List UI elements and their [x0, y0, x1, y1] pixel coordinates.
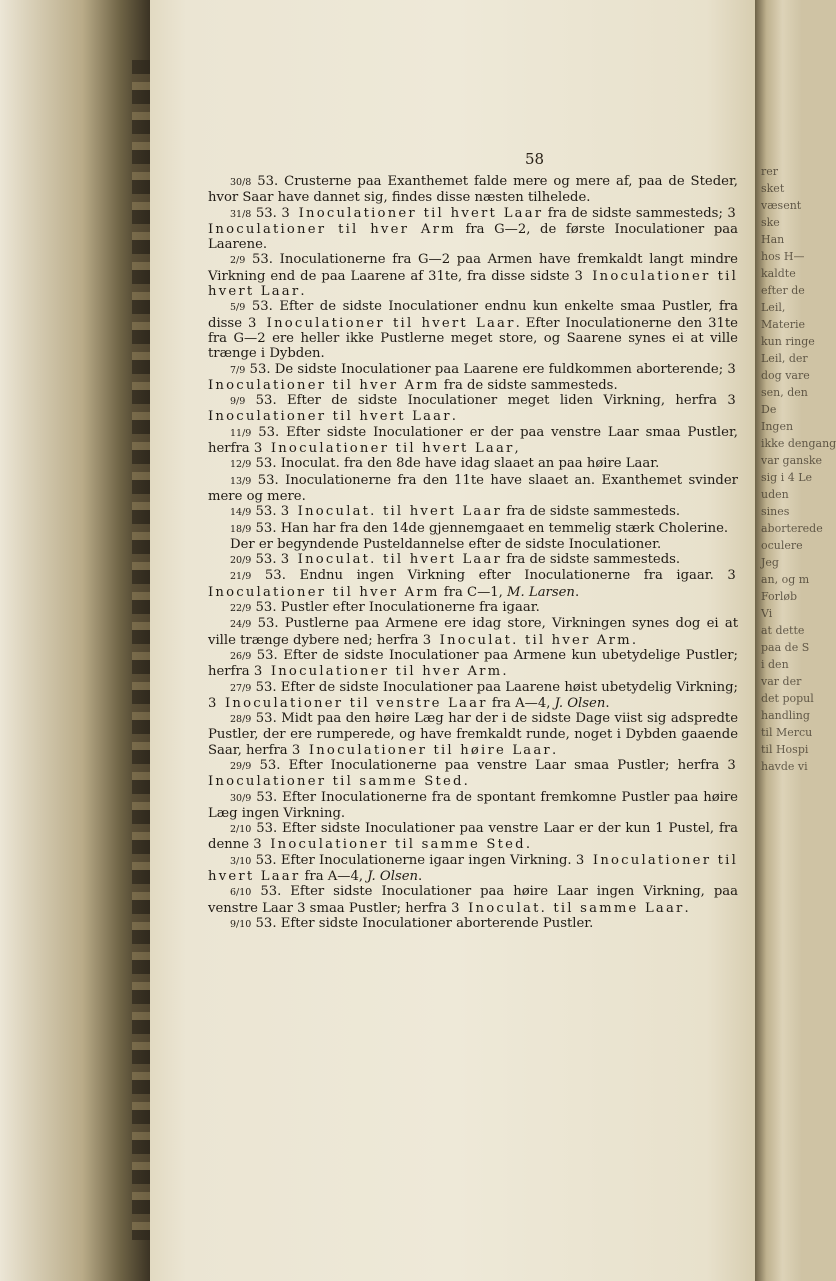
entry-b: .	[300, 284, 305, 300]
entry-date: 31/8	[230, 208, 252, 220]
entry-sp1: 3 Inoculat. til samme Laar	[451, 900, 685, 916]
entry-paragraph	[208, 758, 738, 790]
entry-sp2: 3 Inoculationer til hver Arm	[208, 205, 738, 237]
facing-page-fragment: var ganske	[761, 454, 823, 467]
entry-a: 53. Efter de sidste Inoculationer paa Armene kun ubetydelige Pustler; herfra	[208, 647, 738, 680]
facing-page-fragment: Jeg	[761, 556, 779, 569]
entry-a: 53.	[251, 504, 281, 520]
entry-sp1: 3 Inoculationer til hvert Laar	[281, 205, 544, 221]
entry-paragraph	[208, 711, 738, 758]
entry-sp1: 3 Inoculationer til hver Arm	[208, 568, 738, 600]
entry-sp1: 3 Inoculationer til venstre Laar	[208, 695, 488, 711]
entry-a: 53.	[251, 205, 282, 221]
entry-sp1: 3 Inoculationer til hvert Laar	[208, 393, 738, 425]
entry-a: 53. Inoculationerne fra G—2 paa Armen have fremkaldt langt mindre Virkning end de paa Laarene af 31te, fra disse sidste	[208, 252, 738, 284]
facing-page-fragment: Ingen	[761, 420, 794, 433]
entry-date: 5/9	[230, 302, 246, 314]
facing-page-fragment: handling	[761, 709, 810, 722]
entry-b: .	[684, 900, 689, 916]
facing-page-fragment: sen, den	[761, 386, 808, 399]
entry-b: ,	[514, 441, 519, 457]
entry-a: 53. Efter sidste Inoculationer er der paa venstre Laar smaa Pustler, herfra	[208, 424, 738, 457]
entry-rest: 53. Inoculationerne fra den 11te have slaaet an. Exanthemet svinder mere og mere.	[208, 472, 738, 504]
facing-page-fragment: væsent	[761, 199, 802, 212]
entry-a: 53. Efter Inoculationerne paa venstre Laar smaa Pustler; herfra	[251, 757, 728, 773]
facing-page-fragment: kaldte	[761, 267, 796, 280]
entry-paragraph	[208, 393, 738, 425]
entry-b: . Efter Inoculationerne den 31te fra G—2 ere heller ikke Pustlerne meget store, og Saarene synes ei at ville trænge i Dybden.	[208, 315, 738, 362]
facing-page-fragment: paa de S	[761, 641, 810, 654]
facing-page-fragment: an, og m	[761, 573, 810, 586]
facing-page-fragment: rer	[761, 165, 779, 178]
facing-page-fragment: sket	[761, 182, 785, 195]
entry-b: .	[451, 409, 456, 425]
entry-c: fra G—2, de første Inoculationer paa Laarene.	[208, 221, 738, 253]
facing-page-fragment: ikke dengang	[761, 437, 836, 450]
facing-page-fragment: sines	[761, 505, 790, 518]
entry-sp1: 3 Inoculationer til samme Sted	[208, 757, 738, 790]
entry-date: 13/9	[230, 475, 252, 487]
entry-date: 30/8	[230, 177, 252, 188]
entry-paragraph	[208, 456, 738, 472]
entry-sp1: 3 Inoculationer til høire Laar	[291, 742, 552, 758]
entry-paragraph	[208, 299, 738, 361]
entry-paragraph	[208, 916, 738, 932]
entry-paragraph	[208, 680, 738, 712]
entry-paragraph	[208, 521, 738, 537]
facing-page-fragment: Forløb	[761, 590, 798, 603]
entry-paragraph	[208, 790, 738, 822]
entry-it: J. Olsen	[554, 695, 606, 711]
entry-date: 2/10	[230, 824, 252, 836]
facing-page-fragment: var der	[761, 675, 802, 688]
entry-b: .	[525, 837, 531, 853]
facing-page-fragment: havde vi	[761, 760, 808, 773]
entry-a: 53. Midt paa den høire Læg har der i de sidste Dage viist sig adspredte Pustler, der ere rumperede, og have fremkaldt runde, noget i Dybden gaaende Saar, herfra	[208, 711, 738, 758]
entry-a: 53. Efter Inoculationerne igaar ingen Virkning.	[251, 852, 576, 868]
entry-paragraph	[208, 252, 738, 299]
facing-page-fragment: i den	[761, 658, 789, 671]
entry-b: fra de sidste sammesteds.	[439, 377, 618, 393]
entry-b: .	[551, 742, 557, 758]
entry-rest: Der er begyndende Pusteldannelse efter de sidste Inoculationer.	[230, 536, 662, 552]
entry-a: 53. Pustlerne paa Armene ere idag store, Virkningen synes dog ei at ville trænge dybere ned; herfra	[208, 616, 738, 648]
entry-paragraph	[208, 821, 738, 853]
facing-page-fragment: dog vare	[761, 369, 810, 382]
entry-date: 3/10	[230, 855, 252, 867]
entry-b: fra de sidste sammesteds.	[502, 552, 681, 568]
facing-page-fragment: Materie	[761, 318, 806, 331]
entry-paragraph	[208, 504, 738, 520]
entry-rest: 53. Efter sidste Inoculationer aborterende Pustler.	[251, 915, 594, 931]
entry-date: 27/9	[230, 682, 252, 694]
facing-page-fragment: hos H—	[761, 250, 805, 263]
entry-rest: 53. Inoculat. fra den 8de have idag slaaet an paa høire Laar.	[251, 456, 660, 472]
entry-date: 6/10	[230, 887, 252, 899]
facing-page-fragment: efter de	[761, 284, 805, 297]
facing-page-fragment: De	[761, 403, 777, 416]
entry-paragraph	[208, 552, 738, 568]
entry-date: 20/9	[230, 555, 252, 567]
facing-page-fragment: at dette	[761, 624, 805, 637]
entry-paragraph	[208, 362, 738, 394]
facing-page-fragment: kun ringe	[761, 335, 815, 348]
entry-rest: 53. Pustler efter Inoculationerne fra igaar.	[251, 600, 540, 616]
entry-b: fra de sidste sammesteds.	[502, 504, 681, 520]
entry-date: 2/9	[230, 255, 246, 267]
entry-sp1: 3 Inoculationer til hvert Laar	[208, 268, 738, 300]
entry-paragraph	[208, 648, 738, 680]
entry-a: 53. De sidste Inoculationer paa Laarene ere fuldkommen aborterende;	[245, 361, 728, 377]
facing-page-fragment: aborterede	[761, 522, 823, 535]
entry-sp1: 3 Inoculationer til hvert Laar	[253, 441, 515, 457]
entry-b: .	[502, 664, 507, 680]
entry-date: 28/9	[230, 714, 252, 726]
entry-paragraph	[208, 473, 738, 505]
facing-page-fragment: Vi	[761, 607, 773, 620]
entry-b: fra A—4,	[300, 869, 368, 885]
entry-b: .	[631, 632, 637, 648]
entry-a: 53.	[251, 552, 281, 568]
entry-sp1: 3 Inoculationer til hver Arm	[253, 664, 503, 680]
entry-sp1: 3 Inoculat. til hvert Laar	[280, 504, 503, 520]
entry-b: .	[463, 774, 468, 790]
entry-paragraph	[208, 425, 738, 457]
entry-date: 24/9	[230, 619, 252, 631]
entry-sp1: 3 Inoculationer til hvert Laar	[208, 852, 738, 885]
entry-a: 53. Efter sidste Inoculationer paa venstre Laar er der kun 1 Pustel, fra denne	[208, 821, 738, 853]
facing-page-edge	[755, 0, 836, 1281]
facing-page-fragment: til Hospi	[761, 743, 809, 756]
entry-b: fra de sidste sammesteds;	[543, 205, 728, 221]
entry-it: J. Olsen	[367, 869, 419, 885]
entry-paragraph	[208, 568, 738, 600]
entry-paragraph	[208, 600, 738, 616]
entry-date: 7/9	[230, 364, 246, 376]
entry-a: 53. Efter de sidste Inoculationer meget liden Virkning, herfra	[245, 393, 728, 409]
entry-rest: 53. Han har fra den 14de gjennemgaaet en temmelig stærk Cholerine.	[251, 520, 729, 536]
entry-date: 14/9	[230, 507, 252, 519]
entry-paragraph	[208, 537, 738, 552]
entry-rest: 53. Efter Inoculationerne fra de spontant fremkomne Pustler paa høire Læg ingen Virkning.	[208, 789, 738, 821]
facing-page-fragment: sig i 4 Le	[761, 471, 813, 484]
entry-date: 9/10	[230, 918, 252, 930]
facing-page-fragment: Leil,	[761, 301, 786, 314]
entry-date: 29/9	[230, 760, 252, 772]
entry-a: 53. Efter de sidste Inoculationer paa Laarene høist ubetydelig Virkning;	[251, 679, 738, 695]
entry-paragraph	[208, 884, 738, 916]
entry-date: 26/9	[230, 650, 252, 662]
facing-page-fragment: oculere	[761, 539, 803, 552]
entry-a: 53. Endnu ingen Virkning efter Inoculationerne fra igaar.	[251, 568, 728, 584]
facing-page-fragment: Han	[761, 233, 785, 246]
entry-sp1: 3 Inoculat. til hver Arm	[422, 632, 632, 648]
entry-date: 30/9	[230, 792, 252, 804]
entry-date: 18/9	[230, 523, 252, 535]
entry-date: 9/9	[230, 396, 246, 408]
entry-sp1: 3 Inoculat. til hvert Laar	[280, 552, 503, 568]
entry-b: fra A—4,	[487, 695, 555, 711]
entry-sp1: 3 Inoculationer til hvert Laar	[247, 315, 516, 331]
entry-date: 12/9	[230, 459, 252, 471]
facing-page-fragment: til Mercu	[761, 726, 813, 739]
entry-sp1: 3 Inoculationer til samme Sted	[253, 837, 526, 853]
entry-date: 11/9	[230, 427, 252, 439]
facing-page-fragment: det popul	[761, 692, 814, 705]
entry-rest: 53. Crusterne paa Exanthemet falde mere og mere af, paa de Steder, hvor Saar have dannet sig, findes disse næsten tilhelede.	[208, 174, 738, 206]
page-number: 58	[525, 150, 545, 168]
entry-c: .	[605, 695, 610, 711]
entry-c: .	[574, 584, 580, 600]
entry-date: 22/9	[230, 603, 252, 615]
entry-paragraph	[208, 174, 738, 206]
entry-sp1: 3 Inoculationer til hver Arm	[208, 361, 738, 393]
entry-paragraph	[208, 206, 738, 253]
facing-page-fragment: uden	[761, 488, 789, 501]
entry-a: 53. Efter sidste Inoculationer paa høire Laar ingen Virkning, paa venstre Laar 3 smaa Pustler; herfra	[208, 884, 738, 916]
entry-it: M. Larsen	[507, 584, 575, 600]
entry-paragraph	[208, 853, 738, 885]
entry-a: 53. Efter de sidste Inoculationer endnu kun enkelte smaa Pustler, fra disse	[208, 299, 738, 331]
entry-paragraph	[208, 616, 738, 648]
entry-date: 21/9	[230, 571, 252, 583]
facing-page-fragment: ske	[761, 216, 780, 229]
entry-c: .	[418, 869, 423, 885]
page-body-text	[208, 174, 738, 932]
book-binding	[0, 0, 150, 1281]
entry-b: fra C—1,	[439, 584, 508, 600]
facing-page-fragment: Leil, der	[761, 352, 808, 365]
